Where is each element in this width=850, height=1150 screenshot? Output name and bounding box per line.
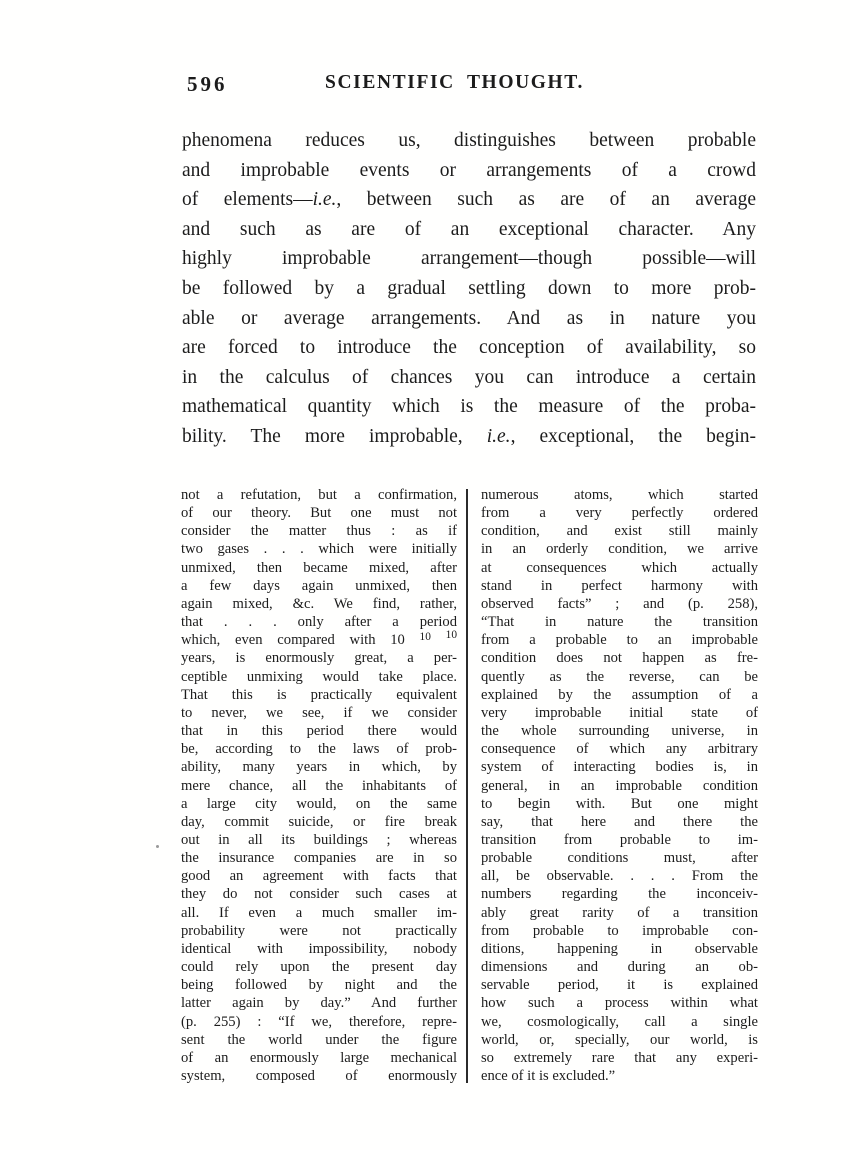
text-line: consider the matter thus : as if bbox=[181, 523, 457, 540]
text-line: and improbable events or arrangements of a crowd bbox=[182, 159, 756, 181]
text-line: they do not consider such cases at bbox=[181, 886, 457, 903]
text-line: again mixed, &c. We find, rather, bbox=[181, 595, 457, 612]
running-title: SCIENTIFIC THOUGHT. bbox=[325, 72, 584, 93]
text-line: could rely upon the present day bbox=[181, 959, 457, 976]
text-line: (p. 255) : “If we, therefore, repre- bbox=[181, 1013, 457, 1030]
text-line: probable conditions must, after bbox=[481, 850, 758, 867]
text-line: in an orderly condition, we arrive bbox=[481, 541, 758, 558]
text-line: system of interacting bodies is, in bbox=[481, 759, 758, 776]
text-line: the whole surrounding universe, in bbox=[481, 723, 758, 740]
superscript-exponent: 10 bbox=[445, 629, 457, 642]
text-line: explained by the assumption of a bbox=[481, 686, 758, 703]
text-line: being followed by night and the bbox=[181, 977, 457, 994]
text-line: highly improbable arrangement—though possible—will bbox=[182, 248, 756, 270]
text-line: of elements—i.e., between such as are of an average bbox=[182, 189, 756, 211]
text-line: servable period, it is explained bbox=[481, 977, 758, 994]
text-line: identical with impossibility, nobody bbox=[181, 940, 457, 957]
text-line: to never, we see, if we consider bbox=[181, 704, 457, 721]
text-line: we, cosmologically, call a single bbox=[481, 1013, 758, 1030]
italic-text: i.e. bbox=[312, 189, 337, 211]
text-line: condition, and exist still mainly bbox=[481, 523, 758, 540]
text-line: numerous atoms, which started bbox=[481, 487, 758, 503]
text-line: a few days again unmixed, then bbox=[181, 577, 457, 594]
text-line: of an enormously large mechanical bbox=[181, 1049, 457, 1066]
text-line: ence of it is excluded.” bbox=[481, 1068, 616, 1084]
text-line: the insurance companies are in so bbox=[181, 850, 457, 867]
text-line: are forced to introduce the conception of availability, so bbox=[182, 337, 756, 359]
text-line: be, according to the laws of prob- bbox=[181, 741, 457, 758]
text-line: “That in nature the transition bbox=[481, 614, 758, 631]
text-line: two gases . . . which were initially bbox=[181, 541, 457, 558]
text-line: able or average arrangements. And as in nature you bbox=[182, 307, 756, 329]
text-line: consequence of which any arbitrary bbox=[481, 741, 758, 758]
text-line: bility. The more improbable, i.e., exceptional, the begin- bbox=[182, 425, 756, 447]
text-line: numbers regarding the inconceiv- bbox=[481, 886, 758, 903]
text-line: phenomena reduces us, distinguishes between probable bbox=[182, 130, 756, 151]
text-line: years, is enormously great, a per- bbox=[181, 650, 457, 667]
text-line: that in this period there would bbox=[181, 723, 457, 740]
text-line: sent the world under the figure bbox=[181, 1031, 457, 1048]
footnote-left-column bbox=[181, 486, 457, 1085]
text-line: ditions, happening in observable bbox=[481, 940, 758, 957]
text-line: world, or, specially, our world, is bbox=[481, 1031, 758, 1048]
text-line: at consequences which actually bbox=[481, 559, 758, 576]
text-line: not a refutation, but a confirmation, bbox=[181, 487, 457, 503]
text-line: mere chance, all the inhabitants of bbox=[181, 777, 457, 794]
italic-text: i.e. bbox=[486, 425, 511, 447]
text-line: good an agreement with facts that bbox=[181, 868, 457, 885]
text-line: ability, many years in which, by bbox=[181, 759, 457, 776]
text-line: That this is practically equivalent bbox=[181, 686, 457, 703]
text-line: from a very perfectly ordered bbox=[481, 505, 758, 522]
text-line: how such a process within what bbox=[481, 995, 758, 1012]
text-line: ably great rarity of a transition bbox=[481, 904, 758, 921]
text-line: very improbable initial state of bbox=[481, 704, 758, 721]
text-line: stand in perfect harmony with bbox=[481, 577, 758, 594]
text-line: to begin with. But one might bbox=[481, 795, 758, 812]
text-line: observed facts” ; and (p. 258), bbox=[481, 595, 758, 612]
text-line: probability were not practically bbox=[181, 922, 457, 939]
text-line: and such as are of an exceptional character. Any bbox=[182, 218, 756, 240]
text-line: latter again by day.” And further bbox=[181, 995, 457, 1012]
footnote-right-column bbox=[481, 486, 758, 1085]
text-line: day, commit suicide, or fire break bbox=[181, 813, 457, 830]
text-line: transition from probable to im- bbox=[481, 831, 758, 848]
page-number: 596 bbox=[187, 72, 228, 96]
text-line: out in all its buildings ; whereas bbox=[181, 831, 457, 848]
column-divider bbox=[466, 489, 468, 1083]
text-line: in the calculus of chances you can introduce a certain bbox=[182, 366, 756, 388]
main-paragraph bbox=[182, 126, 756, 452]
text-line: that . . . only after a period bbox=[181, 614, 457, 631]
text-line: system, composed of enormously bbox=[181, 1068, 457, 1084]
text-line: unmixed, then became mixed, after bbox=[181, 559, 457, 576]
text-line: mathematical quantity which is the measure of the proba- bbox=[182, 396, 756, 418]
text-line: from a probable to an improbable bbox=[481, 632, 758, 649]
text-line: ceptible unmixing would take place. bbox=[181, 668, 457, 685]
superscript-exponent: 10 bbox=[419, 631, 431, 644]
text-line: be followed by a gradual settling down to more prob- bbox=[182, 277, 756, 299]
text-line: from probable to improbable con- bbox=[481, 922, 758, 939]
text-line: all, be observable. . . . From the bbox=[481, 868, 758, 885]
text-line: all. If even a much smaller im- bbox=[181, 904, 457, 921]
text-line: dimensions and during an ob- bbox=[481, 959, 758, 976]
text-line: quently as the reverse, can be bbox=[481, 668, 758, 685]
text-line: so extremely rare that any experi- bbox=[481, 1049, 758, 1066]
text-line: say, that here and there the bbox=[481, 813, 758, 830]
text-line: condition does not happen as fre- bbox=[481, 650, 758, 667]
text-line: of our theory. But one must not bbox=[181, 505, 457, 522]
text-line: general, in an improbable condition bbox=[481, 777, 758, 794]
text-line: which, even compared with 10 $^{10}$ $^{10}$ bbox=[181, 629, 457, 649]
scan-artifact-dot bbox=[156, 845, 159, 848]
text-line: a large city would, on the same bbox=[181, 795, 457, 812]
